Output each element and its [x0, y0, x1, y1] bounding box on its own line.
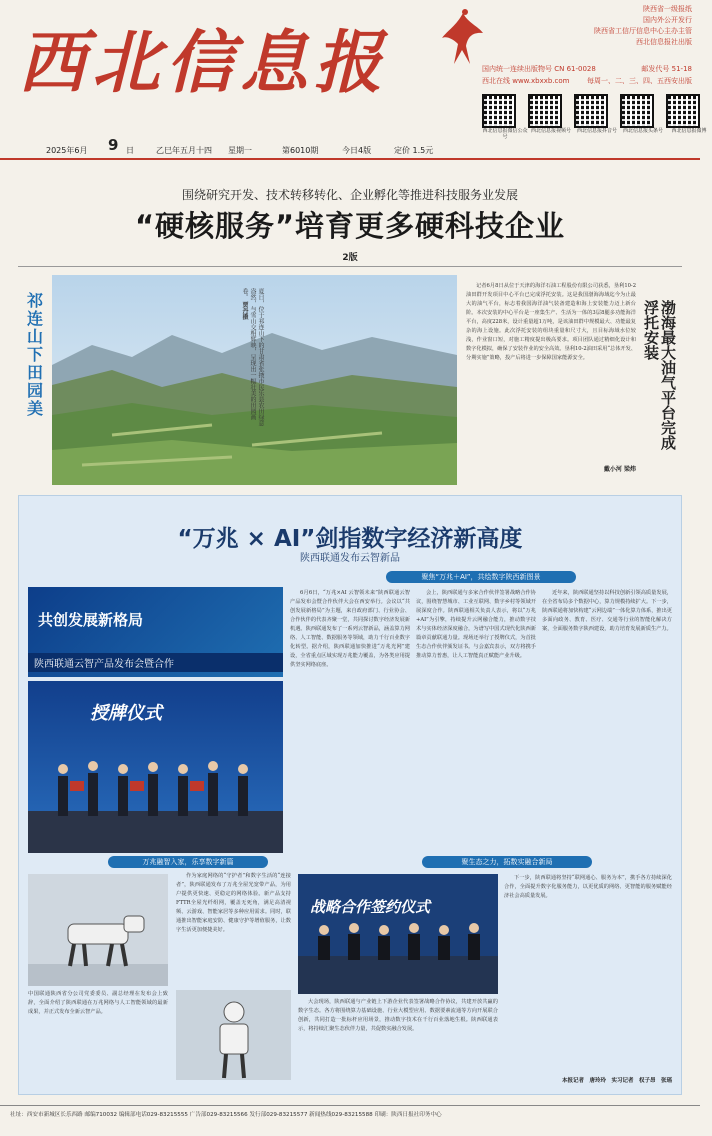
info-line: 陕西省工信厅信息中心主办主管 — [594, 27, 692, 35]
photo3-banner: 战略合作签约仪式 — [310, 898, 431, 916]
feature-col-1: 6月6日，“万兆×AI 云智领未来”陕西联通云智产品发布会暨合作伙伴大会在西安举行。会议以“共创发展新格局”为主题，来自政府部门、行业协会、合作伙伴的代表齐聚一堂，共同探讨数字经济发展新机遇。陕西联通发布了一系列云智新品，涵盖算力网络、人工智能、数据服务等领域，助力千行百业数字化转型。据介绍，陕西联通加快推进“万兆光网”建设，全省重点区域实现万兆能力覆盖，为各类应用提供坚实网络底座。 — [290, 590, 410, 668]
qr-code-icon — [666, 94, 700, 128]
page-count: 今日4版 — [342, 146, 372, 155]
website: 西北在线 www.xbxxb.com — [482, 77, 570, 85]
qr-wechat[interactable]: 西北信息报微信公众号 — [482, 94, 528, 140]
headline-page-ref[interactable]: 2版 — [342, 253, 358, 263]
date-day: 9 — [108, 136, 119, 154]
dateline — [0, 136, 700, 160]
robot-photo — [176, 990, 291, 1080]
qr-toutiao[interactable]: 西北信息报头条号 — [620, 94, 666, 140]
publication-info — [472, 4, 692, 48]
schedule: 每周一、二、三、四、五西安出版 — [587, 77, 692, 85]
photo-caption: 夏日，位于祁连山下的甘肃省张掖市民乐县农田绿意盎然，与雪山交相辉映，呈现出一幅壮美的田园画卷。 贾丹摄 — [241, 288, 264, 426]
headline-title[interactable]: “硬核服务”培育更多硬科技企业 — [134, 209, 566, 243]
price: 定价 1.5元 — [394, 146, 434, 155]
sub-tag-left: 万兆融智入家，乐享数字新篇 — [108, 856, 268, 868]
sub-tag-right: 聚生态之力，拓数实融合新局 — [422, 856, 592, 868]
info-line: 西北信息报社出版 — [636, 38, 692, 46]
qr-weibo[interactable]: 西北信息报微博 — [666, 94, 712, 140]
oil-story-text: 记者6月8日从位于天津的海洋石油工程股份有限公司获悉，垦利10-2油田群开发项目中心平台已完成浮托安装。这是我国渤海海域迄今为止最大的油气平台，标志着我国海洋油气装备建造和海上安装能力迈上新台阶。本次安装的中心平台是一座集生产、生活为一体的3层8腿多功能海洋平台，高度228米，设计重量超1万吨，是该油田群中规模最大、功能最复杂的海上设施。此次浮托安装的组块重量和尺寸大，且目标海域水位较浅，作业窗口短，对施工精度提出极高要求。项目团队通过精细化设计和数字化模拟，确保了安装作业的安全高效。垦利10-2油田采用“总体开发、分期实施”策略，投产后将进一步保障国家能源安全。 — [466, 283, 636, 361]
qr-code-icon — [620, 94, 654, 128]
feature-col-3: 近年来，陕西联通坚持以科技创新引领高质量发展，在全省布局多个数据中心，算力规模持续扩大。下一步，陕西联通将加快构建“云网边端”一体化算力体系，推出更多面向政务、教育、医疗、交通等行业的智能化解决方案，全面服务数字陕西建设，助力培育发展新质生产力。 — [542, 590, 672, 632]
sub-left-caption: 中国联通陕西省分公司党委委员、副总经理在发布会上致辞，全面介绍了陕西联通在万兆网络与人工智能领域的最新成果，并正式发布全新云智产品。 — [28, 991, 168, 1015]
masthead-title-art — [18, 22, 438, 103]
event-photo-1 — [28, 587, 283, 677]
footer-info: 社址：西安市新城区长乐西路 邮编710032 编辑部电话029-83215555 广告部029-83215566 发行部029-83215577 新闻热线029-83215588 印刷：陕西日报社印务中心 — [0, 1105, 700, 1122]
cn-code: 国内统一连续出版物号 CN 61-0028 — [482, 65, 596, 73]
feature-title[interactable]: “万兆 × AI”剑指数字经济新高度 — [177, 526, 523, 552]
weekday: 星期一 — [228, 146, 252, 155]
lunar-date: 乙巳年五月十四 — [156, 146, 212, 155]
info-line: 陕西省一级报纸 — [643, 5, 692, 13]
post-code: 邮发代号 51-18 — [641, 65, 692, 73]
divider — [18, 266, 682, 267]
oil-story-byline: 戴小河 梁炜 — [603, 466, 636, 473]
publication-web — [482, 76, 692, 87]
photo-story-title[interactable]: 祁连山下田园美 — [27, 291, 44, 418]
qr-douyin[interactable]: 西北信息报抖音号 — [574, 94, 620, 140]
photo1-banner: 共创发展新格局 — [38, 611, 144, 629]
sub-left-text: 作为家庭网络的“守护者”和数字生活的“连接者”，陕西联通发布了万兆全屋光宽带产品，为用户提供更快速、更稳定的网络体验。新产品支持FTTR全屋光纤组网，覆盖无死角，满足高清视频、云游戏、智能家居等多种应用需求。同时，联通推出智能家庭安防、健康守护等增值服务，让数字生活更加便捷美好。 — [176, 873, 291, 933]
photo2-title: 授牌仪式 — [90, 703, 162, 724]
info-line: 国内外公开发行 — [643, 16, 692, 24]
feature-subtitle: 陕西联通发布云智新品 — [300, 553, 400, 564]
headline-kicker: 围绕研究开发、技术转移转化、企业孵化等推进科技服务业发展 — [181, 188, 518, 202]
qr-code-icon — [528, 94, 562, 128]
sub-right-text: 大会现场，陕西联通与产业链上下游企业代表签署战略合作协议，共建开放共赢的数字生态。各方将围绕算力基础设施、行业大模型应用、数据要素流通等方向开展联合创新，共同打造一批标杆应用场景，推动数字技术在千行百业落地生根。陕西联通表示，将持续汇聚生态伙伴力量，共促数实融合发展。 — [298, 999, 498, 1032]
qr-video[interactable]: 西北信息报视频号 — [528, 94, 574, 140]
publication-codes — [482, 64, 692, 75]
robot-dog-photo — [28, 874, 168, 986]
event-photo-2 — [28, 681, 283, 853]
qr-code-icon — [482, 94, 516, 128]
signing-photo — [298, 874, 498, 994]
sub-right-text-2: 下一步，陕西联通将坚持“联网通心、服务为本”，携手各方持续深化合作，全面提升数字化服务能力，以更优质的网络、更智能的服务赋能经济社会高质量发展。 — [504, 875, 672, 899]
date-day-suffix: 日 — [126, 146, 134, 155]
feature-byline: 本报记者 唐玲玲 实习记者 权子昂 张瑶 — [561, 1078, 672, 1084]
masthead-logo — [18, 22, 438, 103]
masthead-title: 西北信息报 — [18, 23, 389, 103]
photo-credit: 贾丹摄 — [241, 301, 248, 320]
oil-story-title[interactable]: 渤海最大油气平台完成浮托安装 — [642, 300, 677, 450]
photo1-sub: 陕西联通云智产品发布会暨合作 — [28, 653, 283, 672]
qr-code-icon — [574, 94, 608, 128]
section-tag: 聚焦“万兆＋AI”，共绘数字陕西新图景 — [386, 571, 576, 583]
qr-code-row — [482, 94, 707, 140]
issue-number: 第6010期 — [282, 146, 319, 155]
date-month: 2025年6月 — [46, 146, 88, 155]
feature-col-2: 会上，陕西联通与多家合作伙伴签署战略合作协议，围绕智慧城市、工业互联网、数字乡村等领域开展深度合作。陕西联通相关负责人表示，将以“万兆+AI”为引擎，持续提升云网融合能力，推动数字技术与实体经济深度融合，为谱写中国式现代化陕西新篇章贡献联通力量。现场还举行了授牌仪式，为首批生态合作伙伴颁发证书。与会嘉宾表示，双方将携手推动算力普惠，让人工智能真正赋能产业升级。 — [416, 590, 536, 659]
